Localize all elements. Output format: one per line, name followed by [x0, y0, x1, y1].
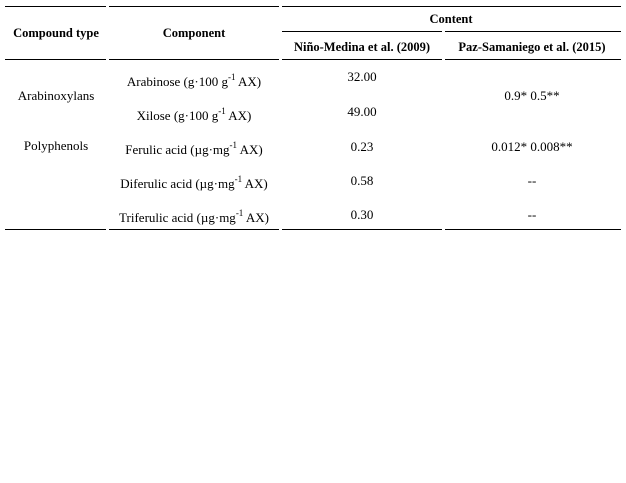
value-cell: 49.00 [347, 104, 377, 119]
header-bottom-rule-col1 [5, 59, 106, 60]
group-label-arabinoxylans: Arabinoxylans [17, 88, 95, 103]
value-cell: 32.00 [347, 69, 377, 84]
header-content: Content [429, 12, 473, 26]
top-rule-col2 [109, 6, 279, 7]
value-cell: 0.012* 0.008** [491, 139, 573, 154]
header-source-2: Paz-Samaniego et al. (2015) [458, 40, 606, 54]
header-bottom-rule-col2 [109, 59, 279, 60]
value-cell: -- [527, 173, 537, 188]
content-subheader-rule-left [282, 31, 442, 32]
bottom-rule-col4 [445, 229, 621, 230]
header-compound-type: Compound type [13, 26, 99, 40]
header-source-1: Niño-Medina et al. (2009) [293, 40, 431, 54]
component-cell: Arabinose (g·100 $g^{-1}$ AX) [126, 71, 262, 89]
value-cell: -- [527, 207, 537, 222]
top-rule-col1 [5, 6, 106, 7]
group-label-polyphenols: Polyphenols [23, 138, 89, 153]
component-cell: Xilose (g·100 $g^{-1}$ AX) [136, 105, 252, 123]
value-cell: 0.9* 0.5** [504, 88, 560, 103]
header-bottom-rule-col3 [282, 59, 442, 60]
content-subheader-rule-right [445, 31, 621, 32]
component-cell: Ferulic acid ($\mu g\cdot mg^{-1}$ AX) [125, 139, 263, 157]
header-component: Component [162, 26, 226, 40]
top-rule-content [282, 6, 621, 7]
value-cell: 0.23 [350, 139, 374, 154]
bottom-rule-col2 [109, 229, 279, 230]
bottom-rule-col3 [282, 229, 442, 230]
component-cell: Diferulic acid ($\mu g\cdot mg^{-1}$ AX) [120, 173, 268, 191]
value-cell: 0.30 [350, 207, 374, 222]
bottom-rule-col1 [5, 229, 106, 230]
component-cell: Triferulic acid ($\mu g\cdot mg^{-1}$ AX) [119, 207, 269, 225]
value-cell: 0.58 [350, 173, 374, 188]
header-bottom-rule-col4 [445, 59, 621, 60]
